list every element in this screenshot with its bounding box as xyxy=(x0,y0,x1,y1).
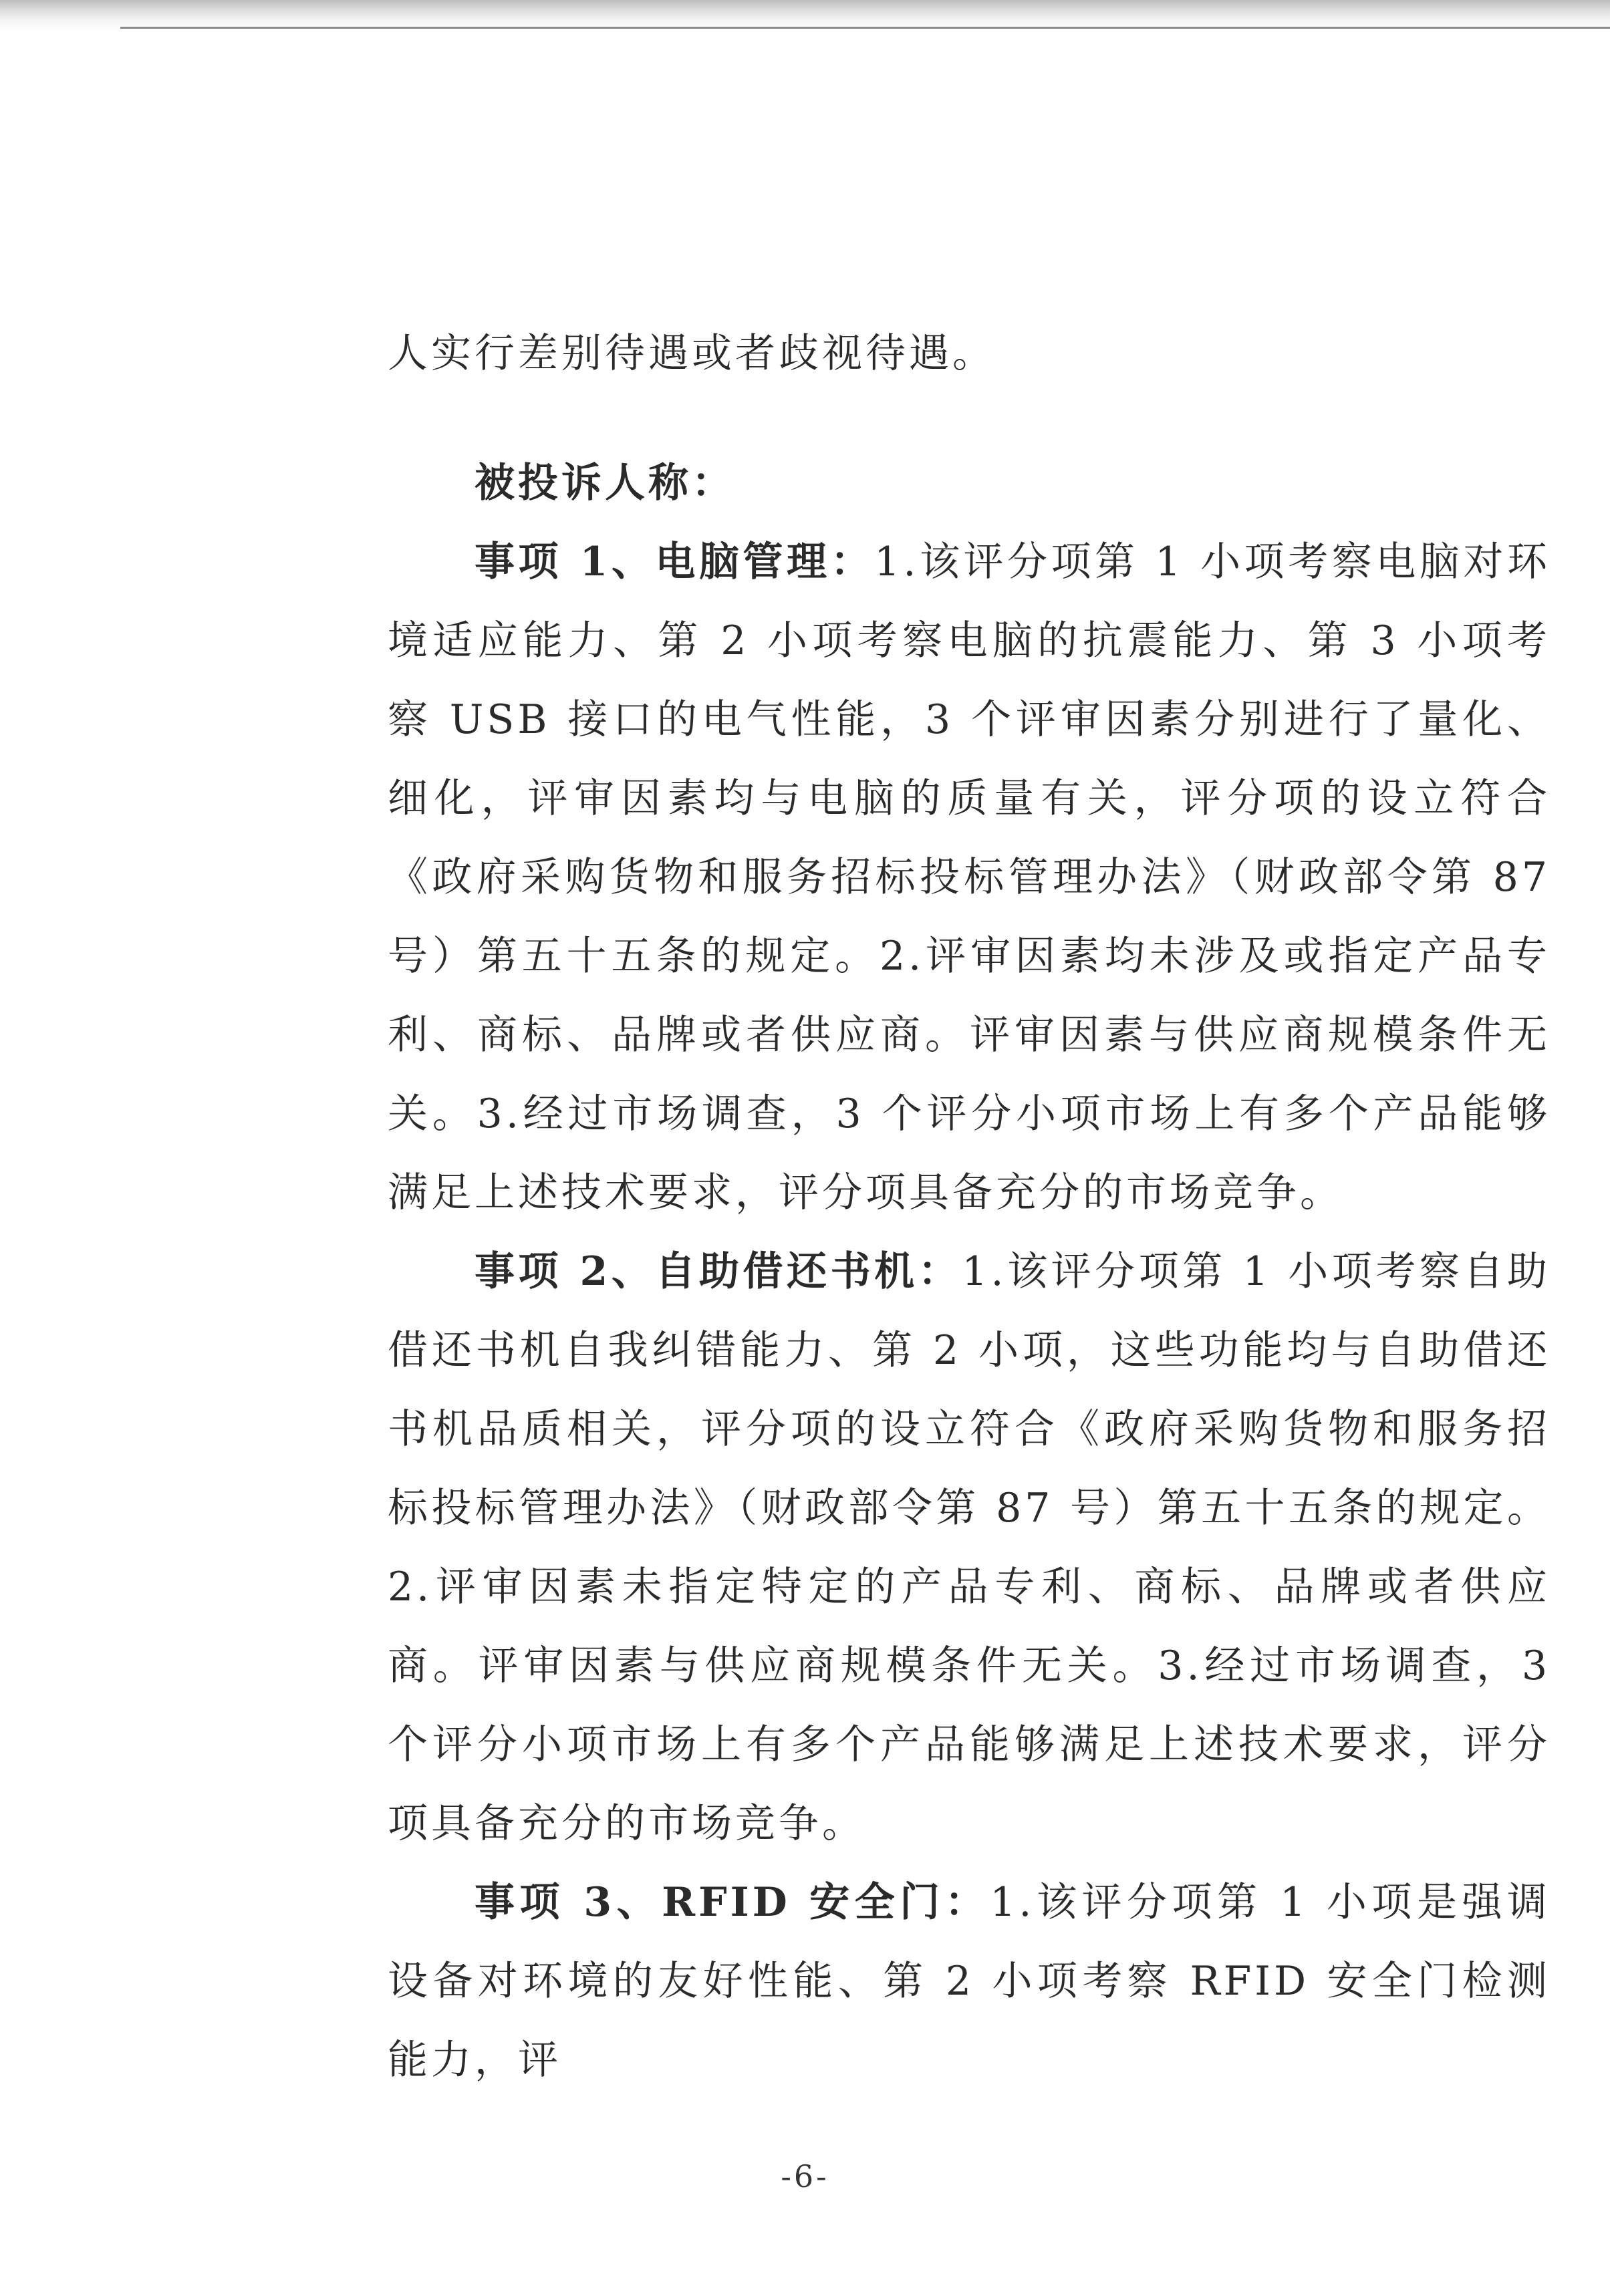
scan-top-line xyxy=(120,27,1610,29)
item-2-paragraph xyxy=(388,1232,1551,1863)
item-1-title: 事项 1、电脑管理： xyxy=(475,539,875,585)
continuation-paragraph: 人实行差别待遇或者歧视待遇。 xyxy=(388,330,996,377)
item-2-body: 1.该评分项第 1 小项考察自助借还书机自我纠错能力、第 2 小项，这些功能均与自助借还书机品质相关，评分项的设立符合《政府采购货物和服务招标投标管理办法》（财政部令第 87 号）第五十五条的规定。2.评审因素未指定特定的产品专利、商标、品牌或者供应商。评审因素与供应商规模条件无关。3.经过市场调查，3 个评分小项市场上有多个产品能够满足上述技术要求，评分项具备充分的市场竞争。 xyxy=(388,1248,1551,1847)
item-2-title: 事项 2、自助借还书机： xyxy=(475,1248,962,1295)
item-1-body: 1.该评分项第 1 小项考察电脑对环境适应能力、第 2 小项考察电脑的抗震能力、第 3 小项考察 USB 接口的电气性能，3 个评审因素分别进行了量化、细化，评审因素均与电脑的质量有关，评分项的设立符合《政府采购货物和服务招标投标管理办法》（财政部令第 87 号）第五十五条的规定。2.评审因素均未涉及或指定产品专利、商标、品牌或者供应商。评审因素与供应商规模条件无关。3.经过市场调查，3 个评分小项市场上有多个产品能够满足上述技术要求，评分项具备充分的市场竞争。 xyxy=(388,539,1551,1216)
page-number: -6- xyxy=(781,2158,829,2194)
document-body xyxy=(388,314,1551,2100)
item-1-paragraph xyxy=(388,523,1551,1232)
item-3-body: 1.该评分项第 1 小项是强调设备对环境的友好性能、第 2 小项考察 RFID 安全门检测能力，评 xyxy=(388,1879,1551,2084)
item-3-title: 事项 3、RFID 安全门： xyxy=(475,1879,990,1926)
item-3-paragraph xyxy=(388,1863,1551,2100)
respondent-heading: 被投诉人称： xyxy=(475,460,735,507)
